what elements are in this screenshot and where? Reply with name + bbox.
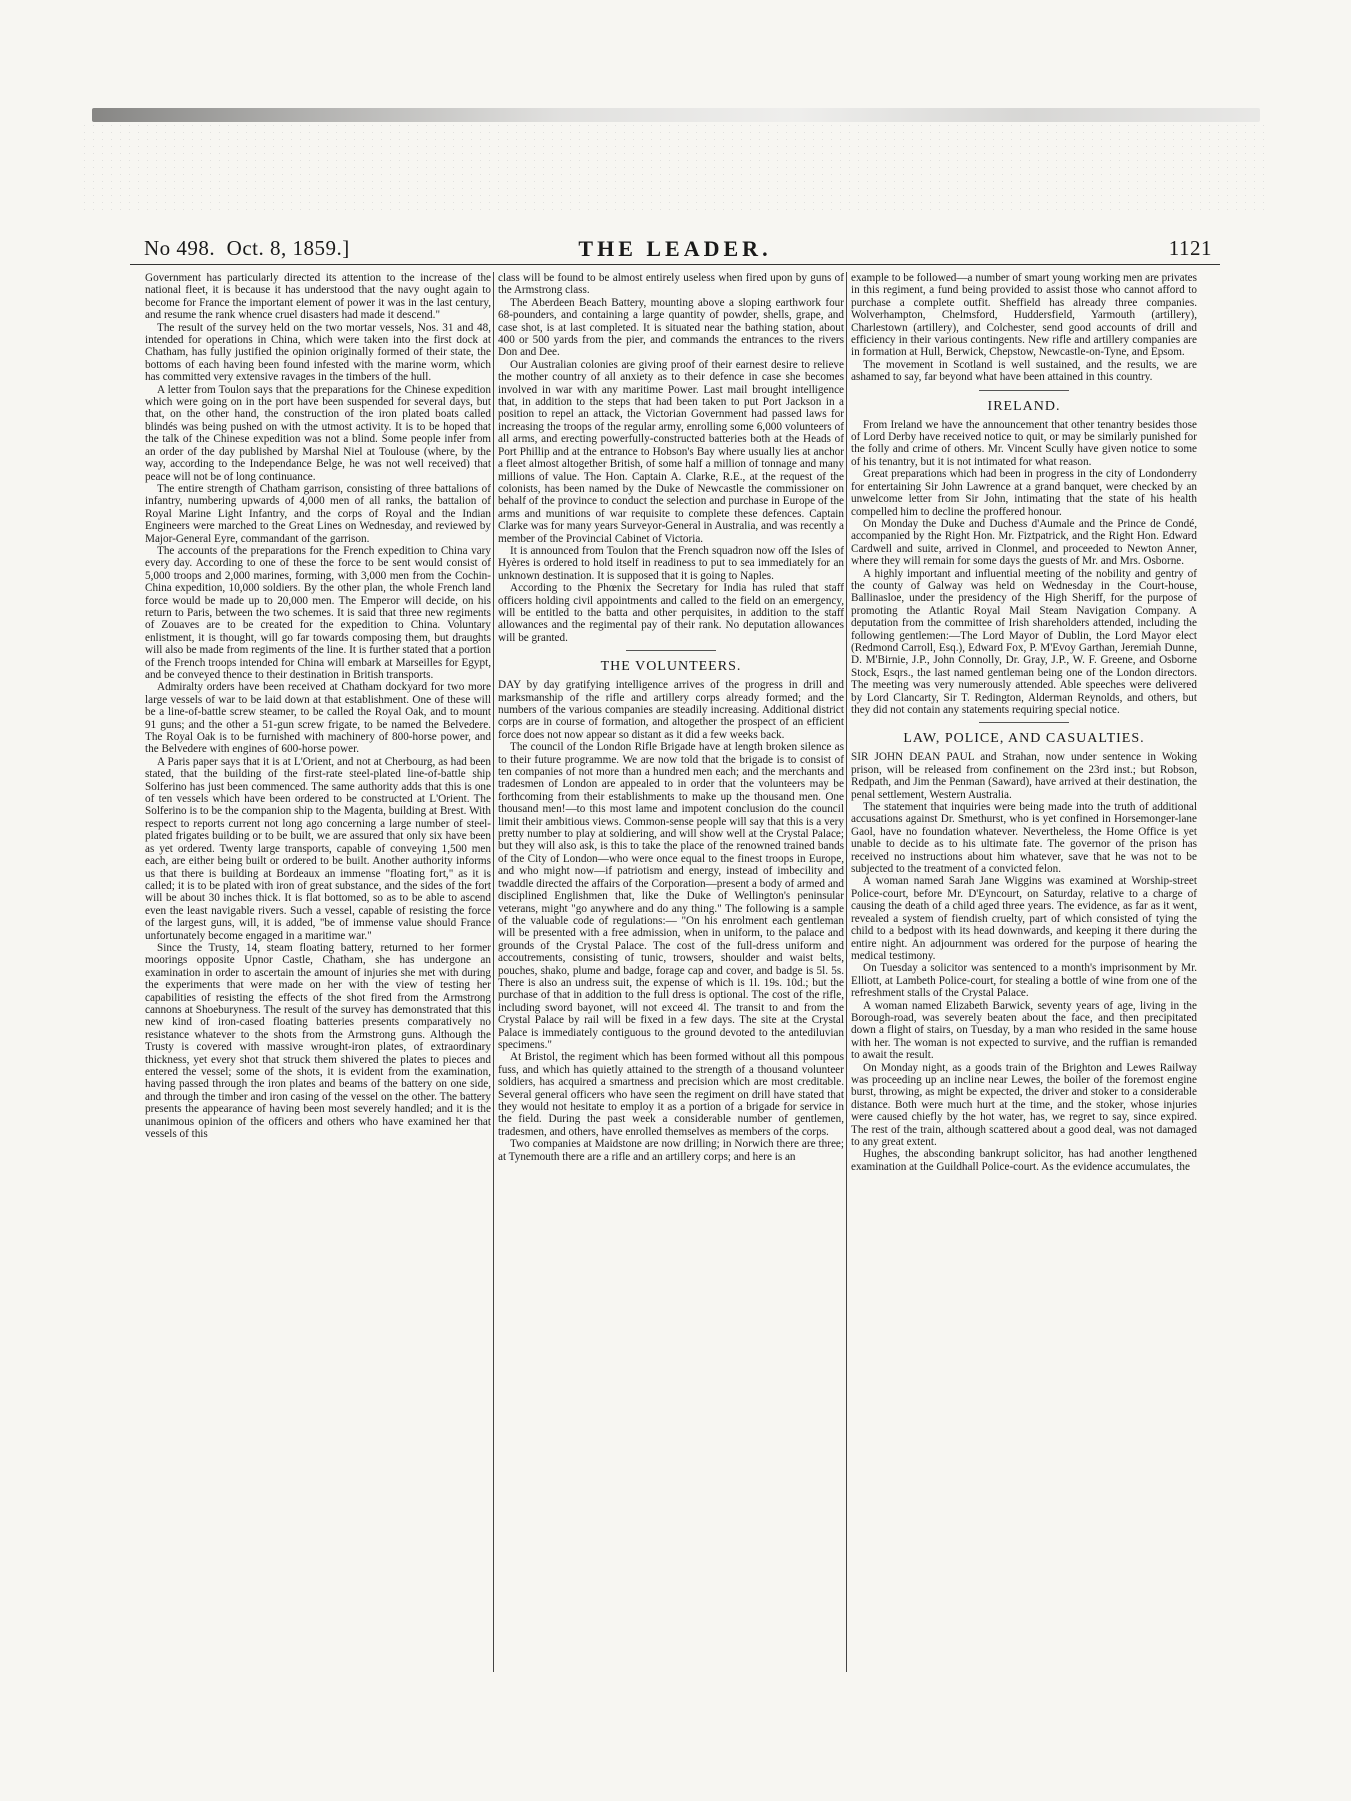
paragraph: On Monday night, as a goods train of the Brighton and Lewes Railway was proceeding up an incline near Lewes, the boiler of the foremost engine burst, throwing, as might be expected, the driver and stoker to a considerable distance. Both were much hurt at the time, and the stoker, whose injuries were caused chiefly by the hot water, has, we regret to say, since expired. The rest of the train, although scattered about a good deal, was not damaged to any great extent. bbox=[851, 1061, 1197, 1148]
section-heading-law-police: LAW, POLICE, AND CASUALTIES. bbox=[903, 731, 1145, 747]
paragraph: A woman named Sarah Jane Wiggins was examined at Worship-street Police-court, before Mr. D'Eyncourt, on Saturday, relative to a charge of causing the death of a child aged three years. The evidence, as far as it went, revealed a system of fiendish cruelty, part of which consisted of tying the child to a bedpost with its head downwards, and keeping it there during the entire night. An adjournment was ordered for the purpose of hearing the medical testimony. bbox=[851, 875, 1197, 962]
paragraph: On Tuesday a solicitor was sentenced to a month's imprisonment by Mr. Elliott, at Lambeth Police-court, for stealing a bottle of wine from one of the refreshment stalls of the Crystal Palace. bbox=[851, 962, 1197, 1000]
paragraph: class will be found to be almost entirely useless when fired upon by guns of the Armstrong class. bbox=[498, 272, 844, 297]
paragraph: The statement that inquiries were being made into the truth of additional accusations against Dr. Smethurst, who is yet confined in Horsemonger-lane Gaol, have no foundation whatever. Nevertheless, the Home Office is yet unable to decide as to his ultimate fate. The governor of the prison has received no instructions about him whatever, save that he was not to be subjected to the treatment of a convicted felon. bbox=[851, 801, 1197, 876]
paragraph: According to the Phœnix the Secretary for India has ruled that staff officers holding civil appointments and called to the field on an emergency, will be entitled to the batta and other perquisites, in addition to the staff allowances and the regimental pay of their rank. No deputation allowances will be granted. bbox=[498, 582, 844, 644]
paragraph: On Monday the Duke and Duchess d'Aumale and the Prince de Condé, accompanied by the Right Hon. Mr. Fiztpatrick, and the Right Hon. Edward Cardwell and suite, arrived in Clonmel, and proceeded to Newton Anner, where they will remain for some days the guests of Mr. and Mrs. Osborne. bbox=[851, 517, 1197, 568]
paragraph: It is announced from Toulon that the French squadron now off the Isles of Hyères is ordered to hold itself in readiness to put to sea immediately for an unknown destination. It is supposed that it is going to Naples. bbox=[498, 544, 844, 582]
paragraph: The accounts of the preparations for the French expedition to China vary every day. According to one of these the force to be sent would consist of 5,000 troops and 2,000 marines, forming, with 3,000 men from the Cochin-China expedition, 10,000 soldiers. By the other plan, the whole French land force would be made up to 20,000 men. The Emperor will decide, on his return to Paris, between the two schemes. It is said that three new regiments of Zouaves are to be created for the expedition to China. Voluntary enlistment, it is thought, will go far towards composing them, but draughts will also be made from regiments of the line. It is further stated that a portion of the French troops intended for China will embark at Marseilles for Egypt, and be conveyed thence to their destination in British transports. bbox=[145, 544, 491, 681]
section-divider bbox=[626, 650, 716, 651]
scan-artifact-bar bbox=[92, 108, 1260, 122]
paragraph: At Bristol, the regiment which has been formed without all this pompous fuss, and which has quietly attained to the strength of a thousand volunteer soldiers, has acquired a smartness and precision which are most creditable. Several general officers who have seen the regiment on drill have stated that they would not hesitate to employ it as a portion of a brigade for service in the field. During the past week a considerable number of gentlemen, tradesmen, and others, have enrolled themselves as members of the corps. bbox=[498, 1051, 844, 1138]
column-3 bbox=[851, 272, 1197, 1672]
paragraph: example to be followed—a number of smart young working men are privates in this regiment, a fund being provided to assist those who cannot afford to purchase a complete outfit. Sheffield has already three companies. Wolverhampton, Chelmsford, Huddersfield, Yarmouth (artillery), Charlestown (artillery), and Colchester, send good accounts of drill and efficiency in their various contingents. New rifle and artillery companies are in formation at Hull, Berwick, Chepstow, Newcastle-on-Tyne, and Epsom. bbox=[851, 272, 1197, 359]
section-heading-volunteers: THE VOLUNTEERS. bbox=[600, 659, 742, 675]
paragraph: A highly important and influential meeting of the nobility and gentry of the county of Galway was held on Wednesday in the Court-house, Ballinasloe, under the presidency of the High Sheriff, for the purpose of promoting the Atlantic Royal Mail Steam Navigation Company. A deputation from the committee of Irish shareholders attended, including the following gentlemen:—The Lord Mayor of Dublin, the Lord Mayor elect (Redmond Carroll, Esq.), Edward Fox, P. M'Evoy Garthan, Jeremiah Dunne, D. M'Birnie, J.P., John Connolly, Dr. Gray, J.P., W. F. Greene, and Osborne Stock, Esqrs., the last named gentleman being one of the London directors. The meeting was very numerously attended. Able speeches were delivered by Lord Clancarty, Sir T. Redington, Alderman Reynolds, and others, but they did not contain any statements requiring special notice. bbox=[851, 567, 1197, 716]
paragraph: Since the Trusty, 14, steam floating battery, returned to her former moorings opposite Upnor Castle, Chatham, she has undergone an examination in order to ascertain the amount of injuries she met with during the experiments that were made on her with the view of testing her capabilities of resisting the effects of the shot fired from the Armstrong cannons at Shoeburyness. The result of the survey has demonstrated that this new kind of iron-cased floating batteries presents comparatively no resistance whatever to the shots from the Armstrong guns. Although the Trusty is covered with massive wrought-iron plates, of extraordinary thickness, yet every shot that struck them shivered the plates to pieces and entered the vessel; some of the shots, it is evident from the examination, having passed through the iron plates and beams of the battery on one side, and through the timber and iron casing of the vessel on the other. The battery presents the appearance of having been most severely handled; and it is the unanimous opinion of the officers and others who have examined her that vessels of this bbox=[145, 941, 491, 1141]
paragraph: The Aberdeen Beach Battery, mounting above a sloping earthwork four 68-pounders, and containing a large quantity of powder, shells, grape, and case shot, is at last completed. It is situated near the bathing station, about 400 or 500 yards from the pier, and commands the entrances to the rivers Don and Dee. bbox=[498, 296, 844, 359]
paragraph: Great preparations which had been in progress in the city of Londonderry for entertaining Sir John Lawrence at a grand banquet, were checked by an unwelcome letter from Sir John, intimating that the state of his health compelled him to decline the proffered honour. bbox=[851, 468, 1197, 518]
column-rule bbox=[846, 272, 847, 1672]
section-heading-ireland: IRELAND. bbox=[987, 398, 1061, 414]
paragraph: Admiralty orders have been received at Chatham dockyard for two more large vessels of war to be laid down at that establishment. One of these will be a line-of-battle screw steamer, to be called the Royal Oak, and to mount 91 guns; and the other a 51-gun screw frigate, to be named the Belvedere. The Royal Oak is to be furnished with machinery of 800-horse power, and the Belvedere with engines of 600-horse power. bbox=[145, 681, 491, 756]
section-divider bbox=[979, 722, 1069, 723]
paragraph: SIR JOHN DEAN PAUL and Strahan, now under sentence in Woking prison, will be released from confinement on the 23rd inst.; but Robson, Redpath, and Jim the Penman (Saward), have arrived at their destination, the penal settlement, Western Australia. bbox=[851, 751, 1197, 801]
paragraph: Two companies at Maidstone are now drilling; in Norwich there are three; at Tynemouth there are a rifle and an artillery corps; and here is an bbox=[498, 1138, 844, 1163]
masthead bbox=[130, 234, 1220, 265]
paragraph: Our Australian colonies are giving proof of their earnest desire to relieve the mother country of all anxiety as to their defence in case she becomes involved in war with any maritime Power. Last mail brought intelligence that, in addition to the steps that had been taken to put Port Jackson in a position to repel an attack, the Victorian Government had passed laws for increasing the troops of the regular army, enrolling some 6,000 volunteers of all arms, and erecting powerfully-constructed batteries both at the Heads of Port Phillip and at the entrance to Hobson's Bay where usually lies at anchor a fleet almost altogether British, of some half a million of tonnage and many millions of value. The Hon. Captain A. Clarke, R.E., at the request of the colonists, has been named by the Duke of Newcastle the commissioner on behalf of the province to conduct the selection and purchase in Europe of the arms and munitions of war requisite to complete these defences. Captain Clarke was for many years Surveyor-General in Australia, and was recently a member of the Provincial Cabinet of Victoria. bbox=[498, 358, 844, 545]
issue-date: No 498. Oct. 8, 1859.] bbox=[144, 236, 350, 260]
paragraph: The movement in Scotland is well sustained, and the results, we are ashamed to say, far beyond what have been attained in this country. bbox=[851, 358, 1197, 384]
paragraph: The result of the survey held on the two mortar vessels, Nos. 31 and 48, intended for operations in China, which were taken into the first dock at Chatham, has fully justified the opinion originally formed of their state, the bottoms of each having been found infested with the marine worm, which has committed very extensive ravages in the timbers of the hull. bbox=[145, 321, 491, 384]
scan-noise bbox=[80, 122, 1270, 212]
paragraph: A Paris paper says that it is at L'Orient, and not at Cherbourg, as had been stated, that the building of the first-rate steel-plated line-of-battle ship Solferino has just been commenced. The same authority adds that this is one of ten vessels which have been ordered to be constructed at L'Orient. The Solferino is to be the companion ship to the Magenta, building at Brest. With respect to reports current not long ago concerning a large number of steel-plated frigates building or to be built, we are assured that only six have been as yet ordered. Twenty large transports, capable of conveying 1,500 men each, are either being built or ordered to be built. Another authority informs us that there is building at Bordeaux an immense "floating fort," as it is called; it is to be plated with iron of great substance, and the sides of the fort will be about 30 inches thick. It is flat bottomed, so as to be able to ascend even the least navigable rivers. Such a vessel, capable of resisting the force of the largest guns, will, it is added, "be of immense value should France unfortunately become engaged in a maritime war." bbox=[145, 755, 491, 942]
page-number: 1121 bbox=[1168, 236, 1212, 260]
paragraph: The entire strength of Chatham garrison, consisting of three battalions of infantry, numbering upwards of 4,000 men of all ranks, the battalion of Royal Marine Light Infantry, and the corps of Royal and the Indian Engineers were marched to the Great Lines on Wednesday, and reviewed by Major-General Eyre, commandant of the garrison. bbox=[145, 482, 491, 545]
column-1 bbox=[145, 272, 491, 1672]
paragraph: From Ireland we have the announcement that other tenantry besides those of Lord Derby have received notice to quit, or may be similarly punished for the folly and crime of others. Mr. Vincent Scully have given notice to some of his tenantry, but it is not intimated for what reason. bbox=[851, 418, 1197, 468]
paragraph: Hughes, the absconding bankrupt solicitor, has had another lengthened examination at the Guildhall Police-court. As the evidence accumulates, the bbox=[851, 1148, 1197, 1173]
newspaper-title: THE LEADER. bbox=[578, 236, 772, 261]
paragraph: A letter from Toulon says that the preparations for the Chinese expedition which were going on in the port have been suspended for several days, but that, on the other hand, the construction of the iron plated boats called blindés was being pushed on with the utmost activity. It is to be hoped that the talk of the Chinese expedition was not a blind. Some people infer from an order of the day published by Marshal Niel at Toulouse (where, by the way, according to the Independance Belge, he was not well received) that peace will not be of long continuance. bbox=[145, 383, 491, 483]
section-divider bbox=[979, 390, 1069, 391]
column-2 bbox=[498, 272, 844, 1672]
column-rule bbox=[493, 272, 494, 1672]
paragraph: DAY by day gratifying intelligence arrives of the progress in drill and marksmanship of the rifle and artillery corps already formed; and the numbers of the various companies are steadily increasing. Additional district corps are in course of formation, and altogether the prospect of an efficient force does not now appear so distant as it did a few weeks back. bbox=[498, 679, 844, 741]
paragraph: Government has particularly directed its attention to the increase of the national fleet, it is because it has understood that the navy ought again to become for France the important element of power it was in the last century, and resume the rank whence cruel disasters had made it descend." bbox=[145, 272, 491, 322]
paragraph: A woman named Elizabeth Barwick, seventy years of age, living in the Borough-road, was severely beaten about the face, and then precipitated down a flight of stairs, on Tuesday, by a man who resided in the same house with her. The woman is not expected to survive, and the ruffian is remanded to await the result. bbox=[851, 999, 1197, 1062]
paragraph: The council of the London Rifle Brigade have at length broken silence as to their future programme. We are now told that the brigade is to consist of ten companies of not more than a hundred men each; and the merchants and tradesmen of London are appealed to in order that the volunteers may be forthcoming from their establishments to make up the thousand men. One thousand men!—to this most lame and impotent conclusion do the council limit their ambitious views. Common-sense people will say that this is a very pretty number to play at soldiering, and will show well at the Crystal Palace; but they will also ask, is this to take the place of the renowned trained bands of the City of London—who were once equal to the finest troops in Europe, and who might now—if patriotism and energy, instead of imbecility and twaddle directed the affairs of the Corporation—present a body of armed and disciplined Englishmen that, like the Duke of Wellington's peninsular veterans, might "go anywhere and do any thing." The following is a sample of the valuable code of regulations:— "On his enrolment each gentleman will be presented with a free admission, when in uniform, to the palace and grounds of the Crystal Palace. The cost of the full-dress uniform and accoutrements, consisting of tunic, trowsers, shoulder and waist belts, pouches, shako, plume and badge, forage cap and cover, and badge is 5l. 5s. There is also an undress suit, the expense of which is 1l. 19s. 10d.; but the purchase of that in addition to the full dress is optional. The cost of the rifle, including sword bayonet, will not exceed 4l. The transit to and from the Crystal Palace by rail will be fixed in a few days. The site at the Crystal Palace is immediately contiguous to the ground devoted to the antediluvian specimens." bbox=[498, 741, 844, 1051]
